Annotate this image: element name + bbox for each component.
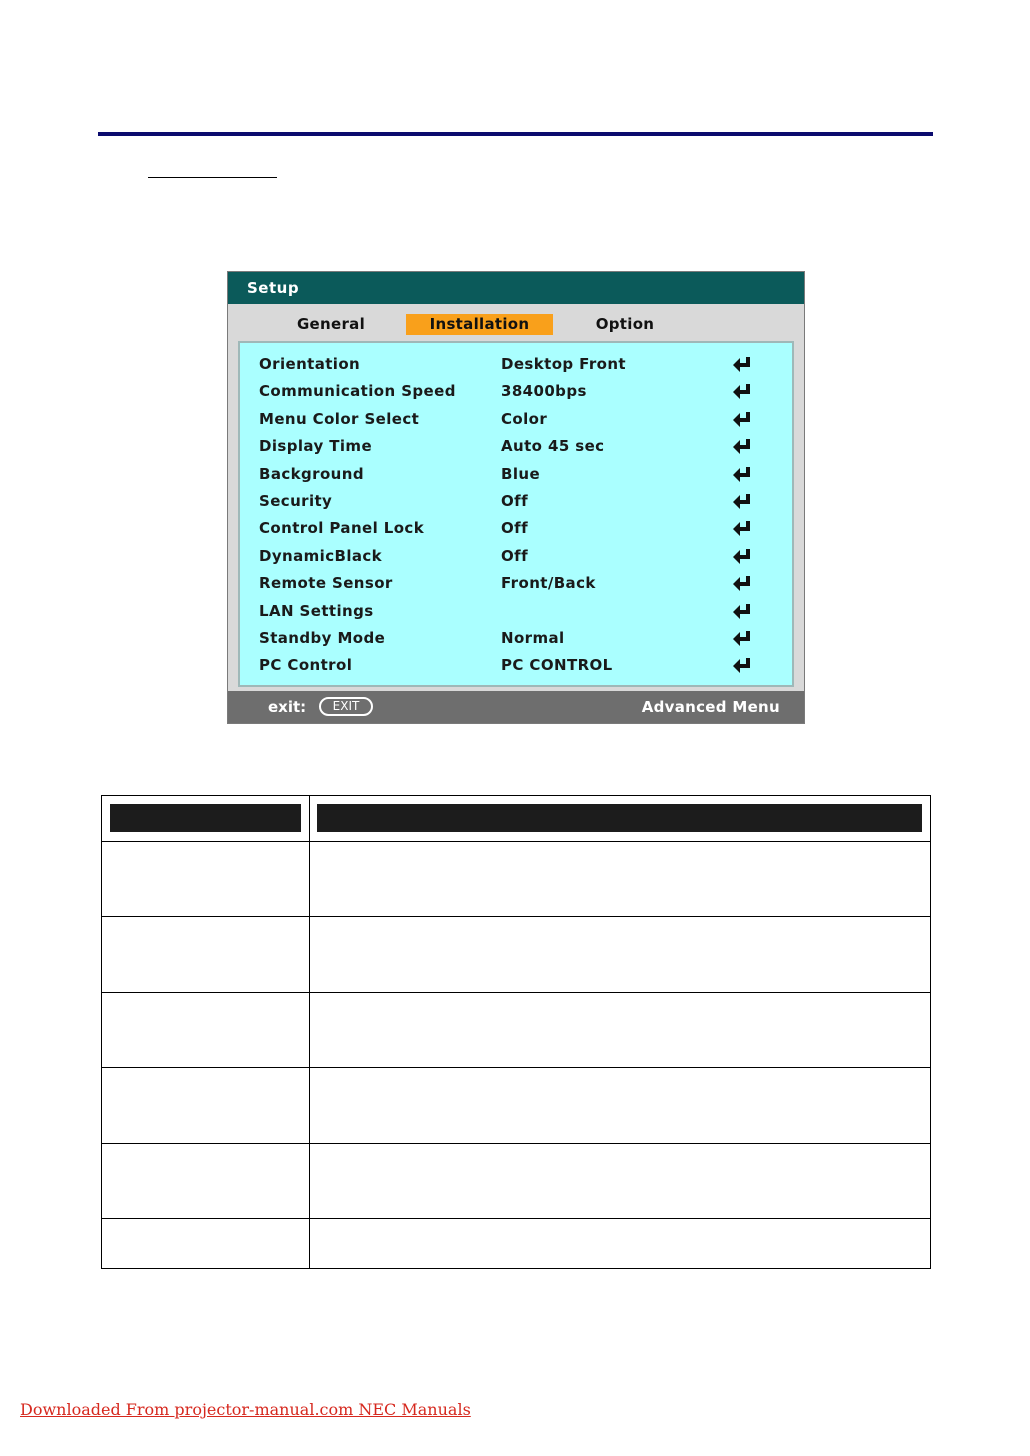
menu-row[interactable]	[240, 433, 792, 460]
menu-row[interactable]	[240, 488, 792, 515]
description-table	[101, 795, 931, 1269]
exit-button[interactable]: EXIT	[319, 697, 373, 716]
menu-row[interactable]	[240, 406, 792, 433]
enter-icon[interactable]	[733, 548, 751, 565]
menu-row[interactable]	[240, 461, 792, 488]
table-row-divider	[102, 1218, 930, 1219]
table-row-divider	[102, 841, 930, 842]
menu-row-label: Background	[259, 464, 364, 483]
table-row-divider	[102, 1143, 930, 1144]
menu-row[interactable]	[240, 515, 792, 542]
menu-row-value: Blue	[501, 464, 541, 483]
enter-icon[interactable]	[733, 575, 751, 592]
table-row-divider	[102, 1067, 930, 1068]
tab-installation[interactable]: Installation	[406, 314, 553, 335]
menu-row-label: Communication Speed	[259, 382, 456, 401]
table-row-divider	[102, 916, 930, 917]
table-header-description	[317, 804, 922, 832]
menu-row-value: Normal	[501, 629, 565, 647]
enter-icon[interactable]	[733, 356, 751, 373]
menu-row[interactable]	[240, 351, 792, 378]
menu-row-value: Color	[501, 409, 548, 428]
menu-row[interactable]	[240, 625, 792, 652]
tab-option[interactable]: Option	[595, 315, 655, 333]
menu-row-value: Off	[501, 492, 529, 510]
menu-row-label: PC Control	[259, 656, 353, 675]
menu-row-value: Off	[501, 546, 529, 565]
menu-title: Setup	[228, 272, 804, 304]
enter-icon[interactable]	[733, 520, 751, 537]
source-link[interactable]: Downloaded From projector-manual.com NEC Manuals	[20, 1400, 471, 1419]
menu-footer	[228, 691, 804, 723]
menu-row-value: Desktop Front	[501, 355, 627, 373]
menu-row-label: Display Time	[259, 437, 373, 456]
menu-row-value: Front/Back	[501, 574, 596, 593]
menu-row-label: Standby Mode	[259, 629, 386, 647]
menu-row[interactable]	[240, 543, 792, 570]
menu-row-label: Menu Color Select	[259, 409, 420, 428]
menu-row-value: PC CONTROL	[501, 656, 613, 675]
menu-row-label: Orientation	[259, 355, 361, 373]
menu-row-label: DynamicBlack	[259, 546, 383, 565]
menu-row-label: LAN Settings	[259, 601, 374, 620]
exit-label: exit:	[268, 698, 307, 716]
enter-icon[interactable]	[733, 493, 751, 510]
enter-icon[interactable]	[733, 630, 751, 647]
enter-icon[interactable]	[733, 603, 751, 620]
settings-panel	[238, 341, 794, 687]
enter-icon[interactable]	[733, 466, 751, 483]
tab-general[interactable]: General	[296, 315, 366, 333]
header-rule	[98, 132, 933, 136]
advanced-menu-label[interactable]: Advanced Menu	[641, 698, 780, 716]
menu-row[interactable]	[240, 570, 792, 597]
menu-row[interactable]	[240, 378, 792, 405]
enter-icon[interactable]	[733, 657, 751, 674]
menu-row[interactable]	[240, 598, 792, 625]
setup-menu	[227, 271, 805, 724]
enter-icon[interactable]	[733, 383, 751, 400]
menu-row-value: 38400bps	[501, 382, 587, 401]
table-header-item	[110, 804, 301, 832]
table-row-divider	[102, 992, 930, 993]
enter-icon[interactable]	[733, 438, 751, 455]
menu-row-value: Auto 45 sec	[501, 437, 605, 456]
section-heading-underline	[148, 177, 277, 178]
menu-row-label: Security	[259, 492, 333, 510]
menu-row-value: Off	[501, 519, 529, 538]
enter-icon[interactable]	[733, 411, 751, 428]
menu-row-label: Control Panel Lock	[259, 519, 425, 538]
menu-row-label: Remote Sensor	[259, 574, 393, 593]
menu-row[interactable]	[240, 652, 792, 679]
table-column-divider	[309, 796, 310, 1268]
